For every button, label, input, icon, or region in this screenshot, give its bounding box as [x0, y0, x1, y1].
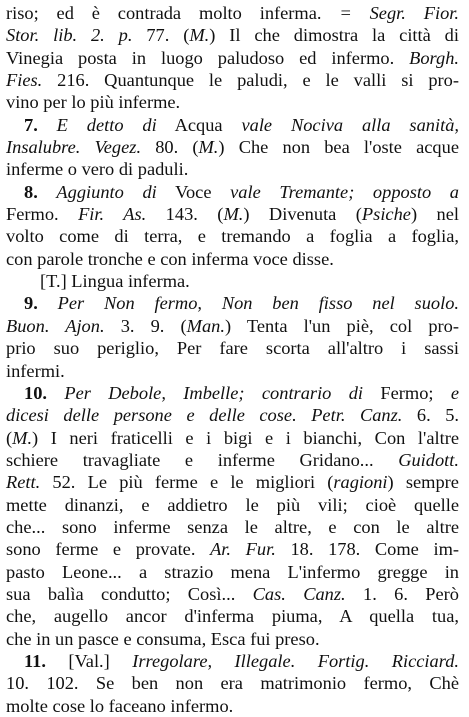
text-line	[6, 583, 459, 605]
text-line	[6, 24, 459, 46]
italic-text: Guidott.	[398, 449, 459, 470]
text-segment: 6. 5.	[402, 405, 459, 426]
text-segment: ) sempre	[387, 472, 459, 493]
text-segment: ) nel	[410, 204, 459, 225]
text-line	[6, 315, 459, 337]
text-line	[6, 2, 459, 24]
text-segment: con parole tronche e con inferma voce disse.	[6, 248, 334, 269]
italic-text: M.	[223, 204, 244, 225]
text-segment: 18. 178. Come im-	[275, 539, 459, 560]
italic-text: Per Debole, Imbelle; contrario di	[64, 382, 364, 403]
text-segment: riso; ed è contrada molto inferma.	[6, 3, 340, 23]
dictionary-entry-text	[6, 2, 459, 717]
text-segment: 3. 9. (	[104, 315, 187, 336]
sense-number: 9.	[24, 293, 58, 314]
italic-text: Stor. lib. 2. p.	[6, 25, 133, 46]
italic-text: M.	[198, 137, 219, 158]
text-segment: Vinegia posta in luogo paludoso ed infermo.	[6, 47, 410, 68]
text-line	[6, 69, 459, 91]
italic-text: vale Nociva alla sanità,	[241, 114, 459, 135]
text-segment: ) Divenuta (	[243, 204, 362, 225]
text-segment: vino per lo più inferme.	[6, 92, 181, 113]
text-line	[6, 136, 459, 158]
text-segment: prio suo periglio, Per fare scorta all'altro i sassi	[6, 338, 459, 359]
italic-text: Man.	[186, 315, 225, 336]
text-line	[6, 360, 459, 382]
italic-text: Per Non fermo, Non ben fisso nel suolo.	[57, 293, 459, 314]
text-segment: ) Che non bea l'oste acque	[218, 137, 459, 158]
text-segment: (	[6, 427, 13, 448]
italic-text: Buon. Ajon.	[6, 315, 105, 336]
italic-text: Cas. Canz.	[252, 583, 346, 604]
text-segment: volto come di terra, e tremando a foglia a foglia,	[6, 226, 459, 247]
text-segment: ) Tenta l'un piè, col pro-	[224, 315, 459, 336]
text-line	[6, 114, 459, 136]
text-line	[6, 181, 459, 203]
italic-text: e	[450, 382, 460, 403]
text-segment: ) I neri fraticelli e i bigi e i bianchi, Con l'altre	[32, 427, 459, 448]
text-line	[6, 605, 459, 627]
text-segment: che in un pasce e consuma, Esca fui preso.	[6, 628, 320, 649]
italic-text: Borgh.	[409, 47, 459, 68]
text-segment: [T.] Lingua inferma.	[40, 271, 190, 292]
text-segment: schiere travagliate e inferme Gridano...	[6, 449, 399, 470]
text-segment: molte cose lo faceano infermo.	[6, 695, 234, 716]
text-segment: 143. (	[146, 204, 224, 225]
text-segment: 1. 6. Però	[345, 583, 459, 604]
text-line	[6, 91, 459, 113]
text-segment: 77. (	[132, 25, 190, 46]
text-line	[6, 427, 459, 449]
text-line	[6, 538, 459, 560]
text-line	[6, 561, 459, 583]
text-line	[6, 516, 459, 538]
italic-text: ragioni	[333, 472, 388, 493]
text-segment: mette dinanzi, e addietro le più vili; cioè quelle	[6, 494, 459, 515]
text-line	[6, 225, 459, 247]
text-line	[6, 404, 459, 426]
text-line	[6, 270, 459, 292]
text-segment: ) Il che dimostra la città di	[209, 25, 459, 46]
text-segment: inferme o vero di paduli.	[6, 159, 189, 180]
text-line	[6, 494, 459, 516]
italic-text: M.	[189, 25, 210, 46]
text-line	[6, 337, 459, 359]
text-segment: 52. Le più ferme e le migliori (	[40, 472, 334, 493]
sense-number: 11.	[24, 650, 69, 671]
text-line	[6, 672, 459, 694]
text-segment: sua balìa condutto; Così...	[6, 583, 253, 604]
text-segment: infermi.	[6, 360, 65, 381]
italic-text: dicesi delle persone e delle cose. Petr. Canz.	[6, 405, 403, 426]
italic-text: Aggiunto di	[56, 181, 157, 202]
text-line	[6, 292, 459, 314]
italic-text: Irregolare, Illegale. Fortig. Ricciard.	[132, 650, 460, 671]
text-segment: 10. 102. Se ben non era matrimonio fermo, Chè	[6, 673, 459, 694]
sense-number: 8.	[24, 181, 57, 202]
text-segment: che... sono inferme senza le altre, e con le altre	[6, 516, 459, 537]
text-line	[6, 471, 459, 493]
text-segment: sono ferme e provate.	[6, 539, 211, 560]
text-line	[6, 382, 459, 404]
text-segment: che, augello ancor d'inferma piuma, A quella tua,	[6, 606, 459, 627]
italic-text: E detto di	[56, 114, 157, 135]
italic-text: Fir. As.	[78, 204, 147, 225]
text-segment: Voce	[156, 181, 231, 202]
text-line	[6, 248, 459, 270]
italic-text: Rett.	[6, 472, 41, 493]
text-segment: pasto Leone... a strazio mena L'infermo gregge in	[6, 561, 459, 582]
italic-text: M.	[12, 427, 33, 448]
sense-number: 7.	[24, 114, 57, 135]
italic-text: Fies.	[6, 70, 43, 91]
text-segment: [Val.]	[68, 650, 133, 671]
italic-text: Ar. Fur.	[210, 539, 276, 560]
italic-text: vale Tremante; opposto a	[230, 181, 460, 202]
text-line	[6, 158, 459, 180]
italic-text: = Segr. Fior.	[339, 3, 459, 23]
text-line	[6, 449, 459, 471]
italic-text: Insalubre. Vegez.	[6, 137, 142, 158]
text-segment: Fermo;	[363, 382, 451, 403]
text-line	[6, 695, 459, 717]
text-line	[6, 650, 459, 672]
text-segment: 80. (	[141, 137, 199, 158]
text-line	[6, 203, 459, 225]
sense-number: 10.	[24, 382, 65, 403]
text-line	[6, 47, 459, 69]
italic-text: Psiche	[361, 204, 411, 225]
text-line	[6, 628, 459, 650]
text-segment: Acqua	[156, 114, 242, 135]
text-segment: 216. Quantunque le paludi, e le valli si pro-	[42, 70, 459, 91]
text-segment: Fermo.	[6, 204, 79, 225]
